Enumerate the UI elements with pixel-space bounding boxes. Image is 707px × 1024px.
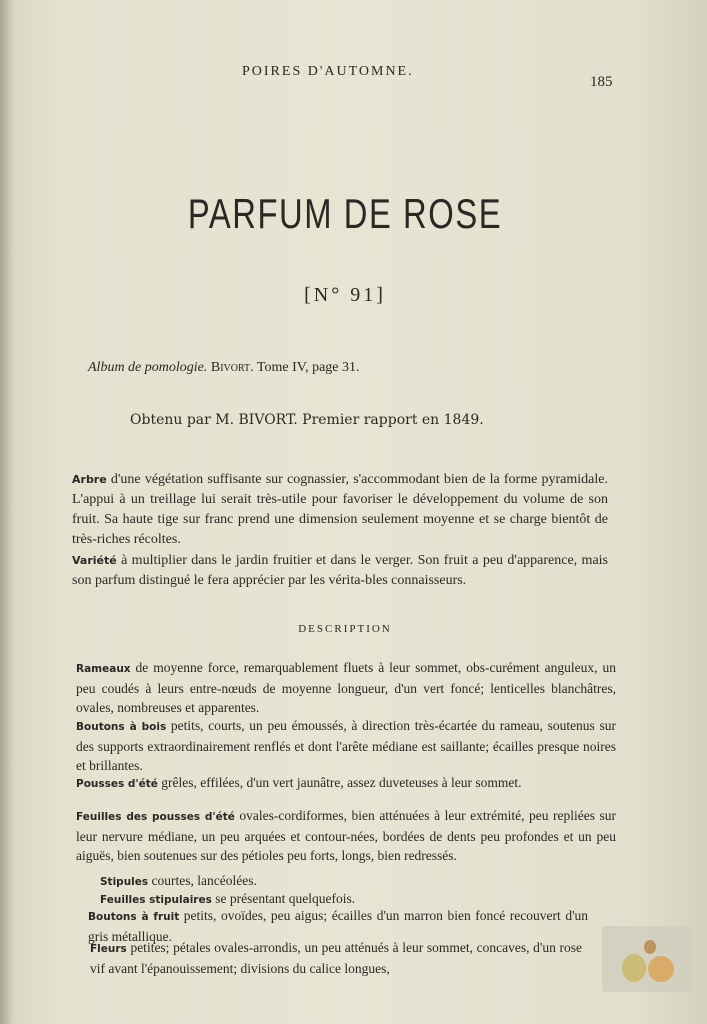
desc-feuilles [76, 806, 616, 865]
desc-text: petits, courts, un peu émoussés, à direction très-écartée du rameau, soutenus sur des supports extraordinairement renflés et dont l'arête médiane est saillante; écailles presque noires et brillantes. [76, 718, 616, 773]
page-gutter-shadow [0, 0, 14, 1024]
paragraph-text: à multiplier dans le jardin fruitier et dans le verger. Son fruit a peu d'apparence, mais son parfum distingué le fera apprécier par les vérita-bles connaisseurs. [72, 553, 608, 588]
desc-rameaux [76, 658, 616, 717]
desc-lead: Feuilles des pousses d'été [76, 811, 235, 823]
desc-lead: Boutons à bois [76, 721, 167, 733]
desc-pousses [76, 773, 616, 794]
pear-shape [648, 956, 674, 982]
page-number: 185 [590, 74, 613, 90]
running-header: POIRES D'AUTOMNE. [242, 64, 414, 79]
desc-boutons-a-bois [76, 716, 616, 775]
desc-fleurs [90, 938, 582, 978]
desc-lead: Boutons à fruit [88, 911, 180, 923]
reference-author: Bivort. [210, 360, 254, 375]
paragraph-text: d'une végétation suffisante sur cognassier, s'accommodant bien de la forme pyramidale. L'appui à un treillage lui serait très-utile pour favoriser le développement du volume de son fruit. Sa haute tige sur franc prend une dimension seulement moyenne et se charge bientôt de très-riches récoltes. [72, 472, 608, 547]
desc-lead: Pousses d'été [76, 778, 158, 790]
reference-rest: Tome IV, page 31. [256, 360, 360, 375]
desc-text: courtes, lancéolées. [148, 873, 257, 888]
paragraph-lead: Arbre [72, 473, 107, 486]
desc-text: petites; pétales ovales-arrondis, un peu atténués à leur sommet, concaves, d'un rose vif avant l'épanouissement; divisions du calice longues, [90, 940, 582, 976]
desc-lead: Rameaux [76, 663, 131, 675]
bibliographic-reference [88, 360, 360, 376]
desc-lead: Fleurs [90, 943, 127, 955]
desc-text: se présentant quelquefois. [211, 891, 356, 906]
paragraph-variete [72, 551, 608, 591]
fruit-illustration-thumbnail [602, 926, 692, 992]
paragraph-arbre [72, 470, 608, 550]
variety-number: [N° 91] [304, 284, 386, 306]
desc-text: grêles, effilées, d'un vert jaunâtre, assez duveteuses à leur sommet. [157, 775, 522, 790]
pear-shape [622, 954, 646, 982]
section-heading: DESCRIPTION [298, 623, 392, 635]
desc-lead: Stipules [100, 876, 149, 888]
desc-text: petits, ovoïdes, peu aigus; écailles d'un marron bien foncé recouvert d'un gris métallique. [88, 908, 588, 944]
origin-line: Obtenu par M. BIVORT. Premier rapport en 1849. [130, 412, 484, 428]
paragraph-lead: Variété [72, 554, 117, 567]
page-title: PARFUM DE ROSE [187, 190, 503, 237]
desc-text: ovales-cordiformes, bien atténuées à leur extrémité, peu repliées sur leur nervure médiane, un peu arquées et contour-nées, bordées de dents peu profondes et un peu aiguës, bien soutenues sur des pétioles peu forts, longs, bien redressés. [76, 808, 616, 863]
desc-lead: Feuilles stipulaires [100, 894, 212, 906]
reference-work: Album de pomologie. [88, 360, 208, 375]
desc-text: de moyenne force, remarquablement fluets à leur sommet, obs-curément anguleux, un peu coudés à leurs entre-nœuds de moyenne longueur, d'un vert foncé; lenticelles blanchâtres, ovales, nombreuses et apparentes. [76, 660, 616, 715]
pear-shape [644, 940, 656, 954]
